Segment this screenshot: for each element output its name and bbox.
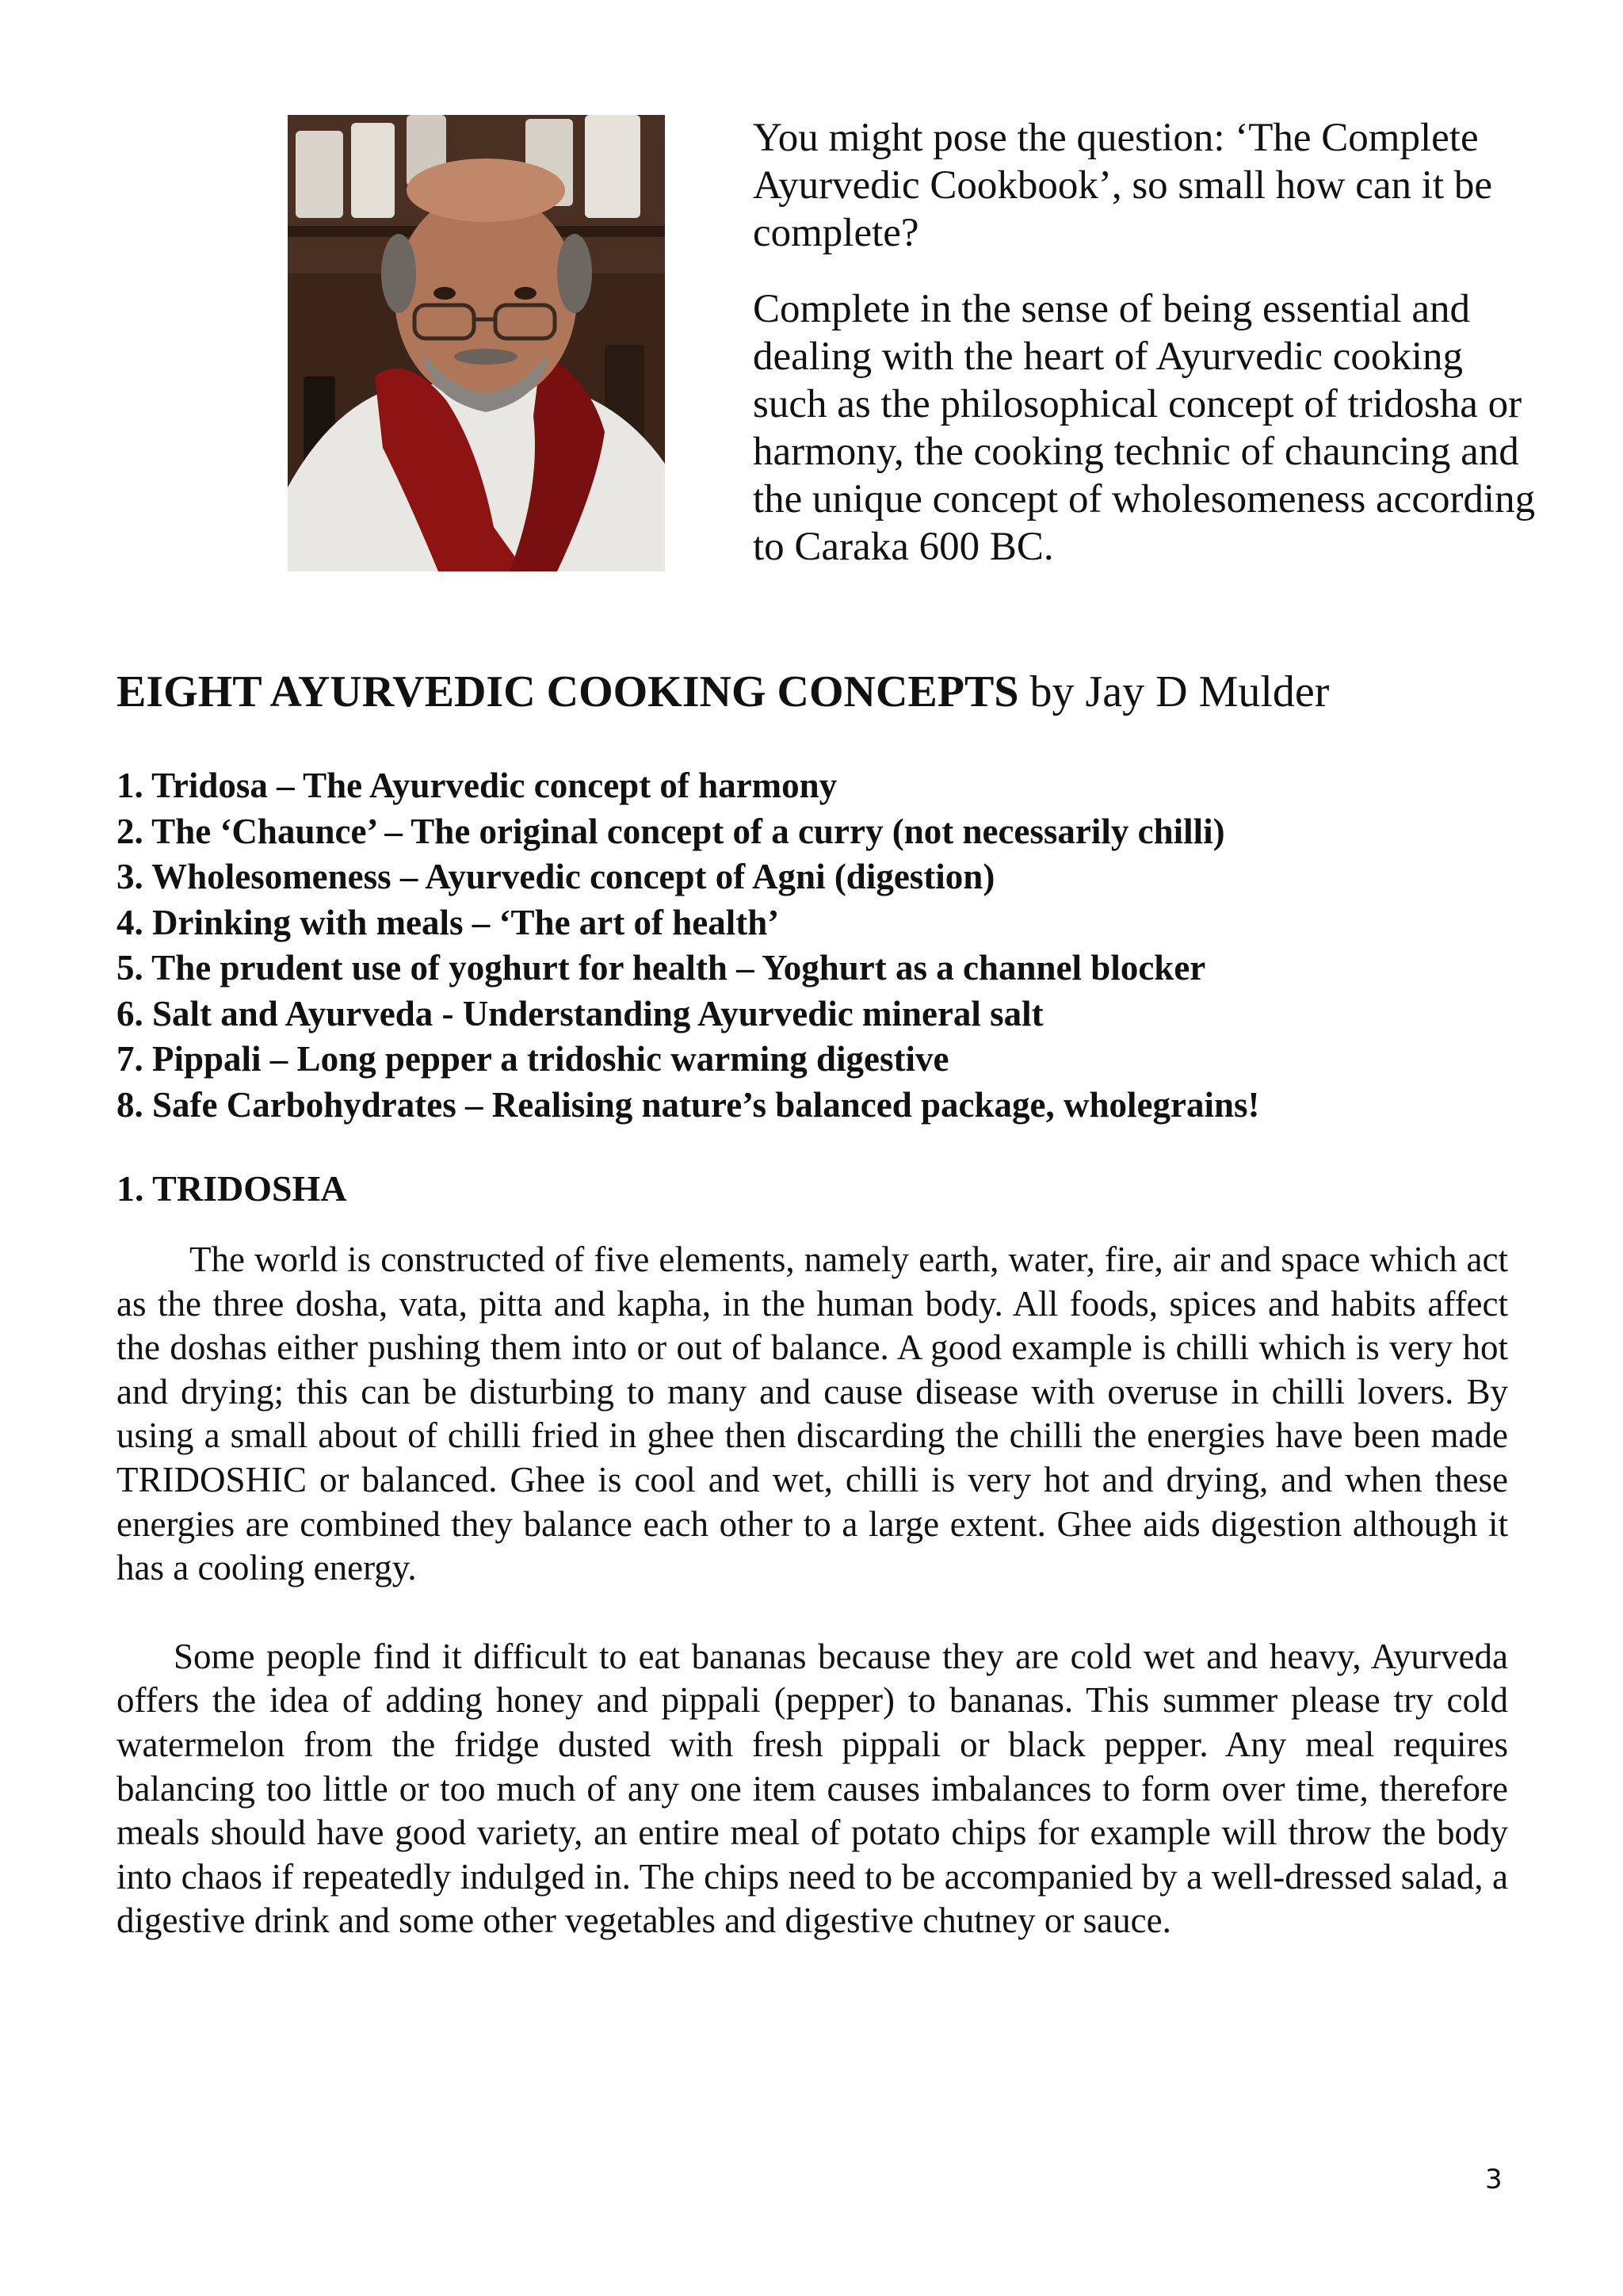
list-item: 1. Tridosa – The Ayurvedic concept of harmony	[116, 766, 838, 805]
list-item: 2. The ‘Chaunce’ – The original concept of a curry (not necessarily chilli)	[116, 811, 1225, 851]
intro-text	[753, 114, 1545, 571]
concepts-list	[116, 763, 1543, 1128]
author-photo	[288, 115, 665, 571]
list-item: 4. Drinking with meals – ‘The art of health’	[116, 902, 780, 942]
section-body	[116, 1238, 1508, 1943]
heading-byline: by Jay D Mulder	[1018, 667, 1330, 716]
list-item: 5. The prudent use of yoghurt for health – Yoghurt as a channel blocker	[116, 948, 1206, 988]
body-paragraph: The world is constructed of five elements, namely earth, water, fire, air and space which act as the three dosha, vata, pitta and kapha, in the human body. All foods, spices and habits affect the doshas either pushing them into or out of balance. A good example is chilli which is very hot and drying; this can be disturbing to many and cause disease with overuse in chilli lovers. By using a small about of chilli fried in ghee then discarding the chilli the energies have been made TRIDOSHIC or balanced. Ghee is cool and wet, chilli is very hot and drying, and when these energies are combined they balance each other to a large extent. Ghee aids digestion although it has a cooling energy.	[116, 1240, 1508, 1588]
intro-question: You might pose the question: ‘The Complete Ayurvedic Cookbook’, so small how can it be complete?	[753, 116, 1492, 255]
intro-answer: Complete in the sense of being essential and dealing with the heart of Ayurvedic cooking such as the philosophical concept of tridosha or harmony, the cooking technic of chauncing and the unique concept of wholesomeness according to Caraka 600 BC.	[753, 287, 1536, 569]
list-item: 6. Salt and Ayurveda - Understanding Ayurvedic mineral salt	[116, 993, 1044, 1033]
list-item: 7. Pippali – Long pepper a tridoshic warming digestive	[116, 1039, 949, 1079]
page-number: 3	[1485, 2164, 1503, 2195]
list-item: 8. Safe Carbohydrates – Realising nature’s balanced package, wholegrains!	[116, 1084, 1260, 1125]
section-title: 1. TRIDOSHA	[116, 1168, 347, 1209]
concepts-heading	[116, 666, 1543, 718]
heading-title: EIGHT AYURVEDIC COOKING CONCEPTS	[116, 667, 1019, 716]
list-item: 3. Wholesomeness – Ayurvedic concept of Agni (digestion)	[116, 857, 995, 896]
body-paragraph: Some people find it difficult to eat bananas because they are cold wet and heavy, Ayurveda offers the idea of adding honey and pippali (pepper) to bananas. This summer please try cold watermelon from the fridge dusted with fresh pippali or black pepper. Any meal requires balancing too little or too much of any one item causes imbalances to form over time, therefore meals should have good variety, an entire meal of potato chips for example will throw the body into chaos if repeatedly indulged in. The chips need to be accompanied by a well-dressed salad, a digestive drink and some other vegetables and digestive chutney or sauce.	[116, 1636, 1508, 1941]
